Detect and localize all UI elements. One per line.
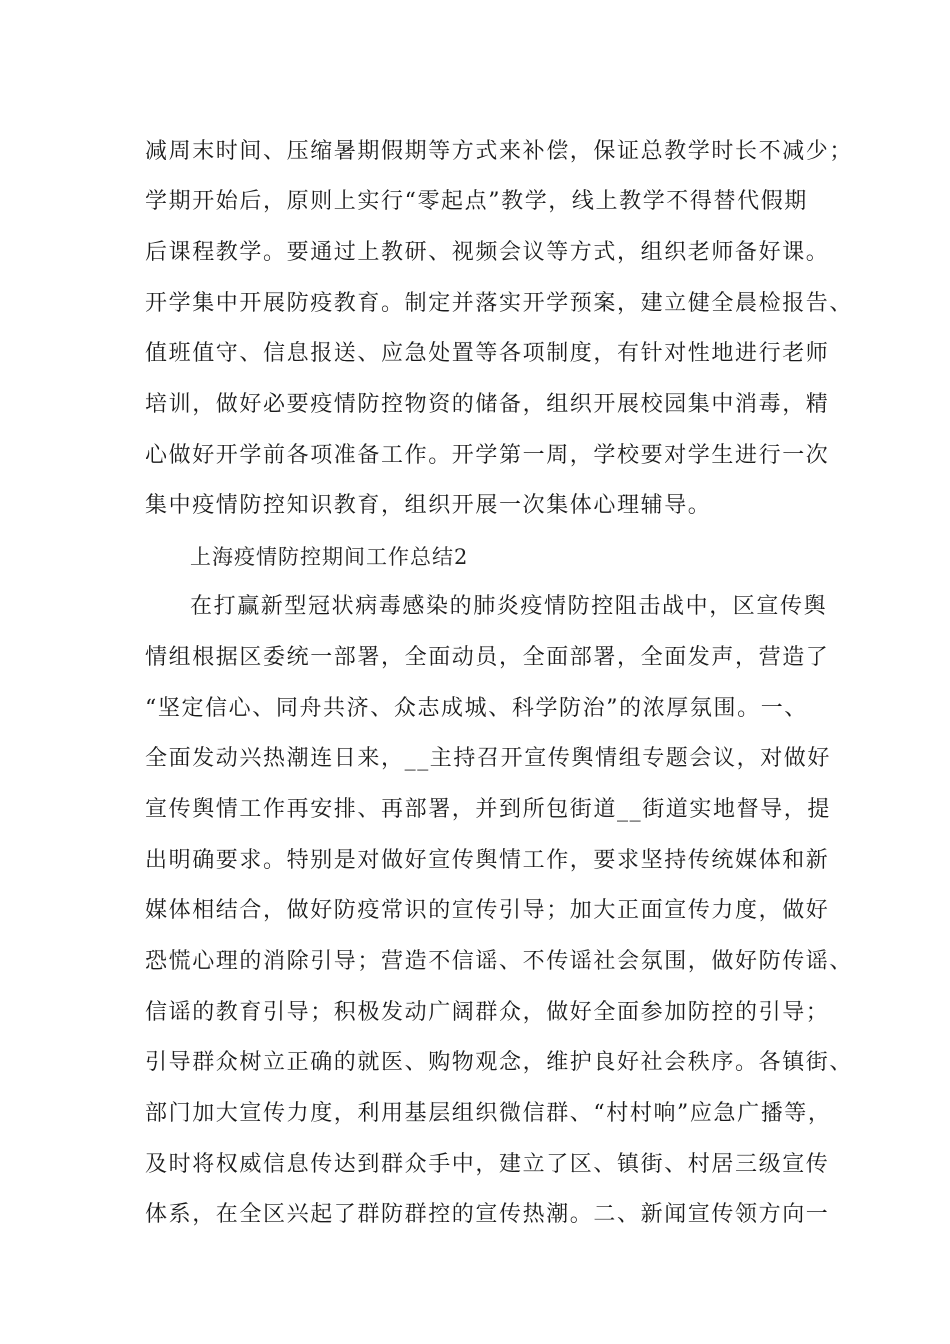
- section-heading: 上海疫情防控期间工作总结2: [190, 545, 469, 569]
- text-line: 恐慌心理的消除引导；营造不信谣、不传谣社会氛围，做好防传谣、: [145, 949, 854, 974]
- text-line: 减周末时间、压缩暑期假期等方式来补偿，保证总教学时长不减少；: [145, 139, 854, 164]
- text-line: 情组根据区委统一部署，全面动员，全面部署，全面发声，营造了: [145, 645, 830, 670]
- text-line: “坚定信心、同舟共济、众志成城、科学防治”的浓厚氛围。一、: [145, 696, 808, 721]
- text-line: 后课程教学。要通过上教研、视频会议等方式，组织老师备好课。: [145, 240, 830, 265]
- text-line: 集中疫情防控知识教育，组织开展一次集体心理辅导。: [145, 493, 712, 518]
- text-line: 在打赢新型冠状病毒感染的肺炎疫情防控阻击战中，区宣传舆: [190, 594, 828, 619]
- text-line: 培训，做好必要疫情防控物资的储备，组织开展校园集中消毒，精: [145, 392, 830, 417]
- text-line: 及时将权威信息传达到群众手中，建立了区、镇街、村居三级宣传: [145, 1152, 830, 1177]
- text-line: 媒体相结合，做好防疫常识的宣传引导；加大正面宣传力度，做好: [145, 898, 830, 923]
- text-line: 宣传舆情工作再安排、再部署，并到所包街道__街道实地督导，提: [145, 797, 832, 822]
- text-line: 引导群众树立正确的就医、购物观念，维护良好社会秩序。各镇街、: [145, 1050, 854, 1075]
- text-line: 部门加大宣传力度，利用基层组织微信群、“村村响”应急广播等，: [145, 1101, 832, 1126]
- text-line: 开学集中开展防疫教育。制定并落实开学预案，建立健全晨检报告、: [145, 291, 854, 316]
- text-line: 值班值守、信息报送、应急处置等各项制度，有针对性地进行老师: [145, 341, 830, 366]
- text-line: 出明确要求。特别是对做好宣传舆情工作，要求坚持传统媒体和新: [145, 848, 830, 873]
- text-line: 学期开始后，原则上实行“零起点”教学，线上教学不得替代假期: [145, 189, 808, 214]
- text-line: 全面发动兴热潮连日来，__主持召开宣传舆情组专题会议，对做好: [145, 746, 832, 771]
- text-line: 信谣的教育引导；积极发动广阔群众，做好全面参加防控的引导；: [145, 1000, 830, 1025]
- text-line: 体系，在全区兴起了群防群控的宣传热潮。二、新闻宣传领方向一: [145, 1202, 830, 1227]
- text-line: 心做好开学前各项准备工作。开学第一周，学校要对学生进行一次: [145, 443, 830, 468]
